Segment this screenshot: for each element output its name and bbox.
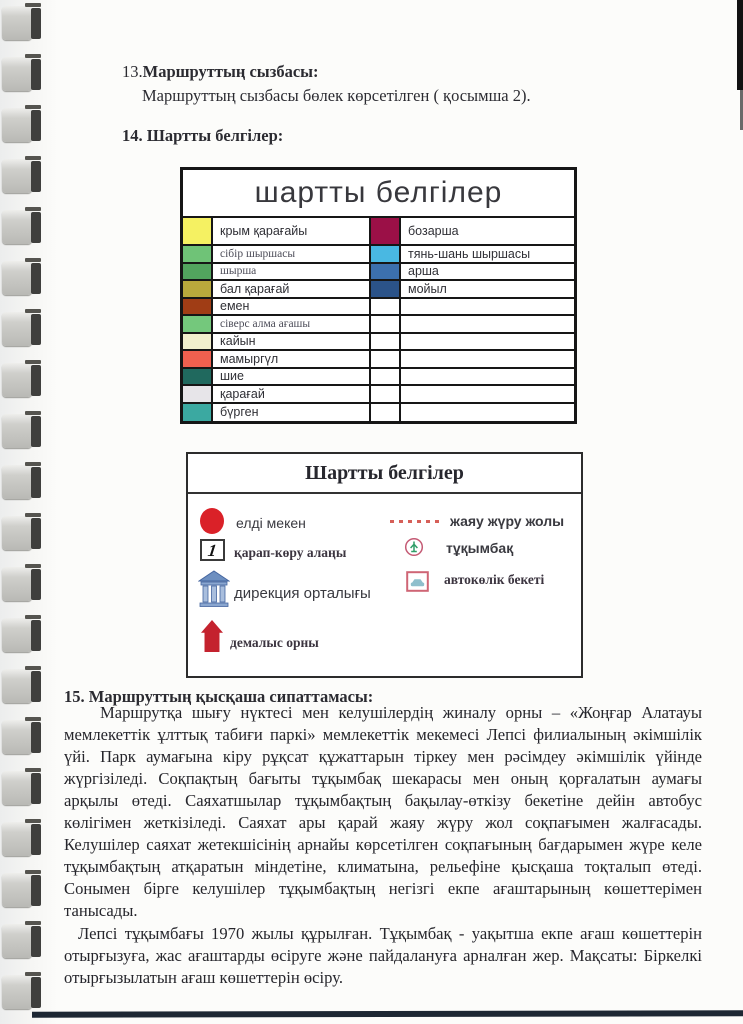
binding-ring: [2, 618, 32, 652]
table-row: [183, 334, 574, 352]
color-swatch: [183, 351, 213, 369]
tree-name: сіверс алма ағашы: [213, 316, 371, 334]
rest-place-house-icon: [201, 620, 223, 652]
color-swatch: [371, 218, 401, 246]
map-legend-title: Шартты белгілер: [188, 454, 581, 494]
color-swatch: [371, 386, 401, 404]
color-swatch: [371, 351, 401, 369]
tree-name: бозарша: [401, 218, 574, 246]
directorate-building-icon: [198, 570, 230, 608]
vehicle-station-icon: [406, 571, 429, 592]
tree-name: [401, 334, 574, 352]
table-row: [183, 264, 574, 282]
color-swatch: [183, 264, 213, 282]
legend-item-vehicle-station: [406, 571, 429, 597]
binding-ring: [2, 771, 32, 805]
table-row: [183, 218, 574, 246]
walking-path-label: жаяу жүру жолы: [450, 513, 565, 529]
binding-ring: [2, 516, 32, 550]
map-legend-table: [186, 452, 583, 678]
color-swatch: [183, 246, 213, 264]
rest-place-label: демалыс орны: [230, 635, 319, 650]
tree-name: [401, 404, 574, 422]
viewing-area-label: қарап-көру алаңы: [234, 545, 347, 560]
tree-name: қарағай: [213, 386, 371, 404]
viewpoint-flag-icon: [200, 539, 225, 561]
binding-ring: [2, 363, 32, 397]
binding-ring: [2, 57, 32, 91]
color-swatch: [183, 334, 213, 352]
color-swatch: [371, 334, 401, 352]
scan-bottom-edge: [32, 1010, 743, 1017]
section-number: 15.: [64, 687, 85, 706]
binding-ring: [2, 312, 32, 346]
table-row: [183, 281, 574, 299]
tree-name: емен: [213, 299, 371, 317]
tree-name: [401, 369, 574, 387]
section-13-body: Маршруттың сызбасы бөлек көрсетілген ( қосымша 2).: [142, 86, 531, 105]
section-title: Маршруттың сызбасы:: [142, 62, 319, 81]
table-row: [183, 369, 574, 387]
tree-name: кайын: [213, 334, 371, 352]
legend-item-settlement: [200, 508, 224, 534]
section-14-heading: [122, 126, 283, 146]
color-swatch: [371, 264, 401, 282]
nursery-label: тұқымбақ: [446, 540, 514, 556]
dashed-path-icon: [390, 520, 440, 523]
tree-name: бал қарағай: [213, 281, 371, 299]
settlement-label: елді мекен: [236, 515, 306, 531]
tree-legend-title: шартты белгілер: [183, 170, 574, 218]
legend-item-directorate: [198, 570, 230, 613]
tree-legend-table: [180, 167, 577, 424]
binding-ring: [2, 873, 32, 907]
binding-ring: [2, 210, 32, 244]
color-swatch: [371, 404, 401, 422]
color-swatch: [371, 246, 401, 264]
binding-ring: [2, 975, 32, 1009]
legend-item-rest-place: [201, 620, 223, 652]
color-swatch: [183, 218, 213, 246]
color-swatch: [183, 316, 213, 334]
table-row: [183, 404, 574, 422]
tree-name: мойыл: [401, 281, 574, 299]
tree-name: [401, 386, 574, 404]
binding-ring: [2, 465, 32, 499]
color-swatch: [183, 281, 213, 299]
tree-name: арша: [401, 264, 574, 282]
tree-name: шие: [213, 369, 371, 387]
tree-name: шырша: [213, 264, 371, 282]
table-row: [183, 316, 574, 334]
binding-ring: [2, 6, 32, 40]
color-swatch: [183, 386, 213, 404]
directorate-label: дирекция орталығы: [234, 585, 371, 602]
binding-ring: [2, 720, 32, 754]
section-15-paragraph-2: Лепсі тұқымбағы 1970 жылы құрылған. Тұқымбақ - уақытша екпе ағаш көшеттерін отырғызуға, жас ағаштарды өсіруге және пайдалануға арналған жер. Мақсаты: Біркелкі отырғызылатын ағаш көшеттерін өсіру.: [64, 924, 702, 987]
table-row: [183, 351, 574, 369]
section-15-paragraph-1: Маршрутқа шығу нүктесі мен келушілердің жиналу орны – «Жоңғар Алатауы мемлекеттік ұлттық табиғи паркі» мемлекеттік мекемесі Лепсі филиалының әкімшілік үйі. Парк аумағына кіру рұқсат құжаттарын тіркеу мен рәсімдеу әкімшілік үйінде жүргізіледі. Соқпақтың бағыты тұқымбақ шекарасы мен оның қорғалатын аумағы арқылы өтеді. Саяхатшылар тұқымбақтың бақылау-өткізу бекетіне дейін автобус көлігімен жеткізіледі. Саяхат ары қарай жаяу жүру жол соқпағымен жалғасады. Келушілер саяхат жетекшісінің арнайы көрсетілген соқпағының бағдарымен жүре келе тұқымбақтың атқаратын міндетіне, климатына, рельефіне қысқаша тоқталып өтеді. Сонымен бірге келушілер тұқымбақтың негізгі екпе ағаштарының көшеттерімен танысады.: [64, 703, 702, 920]
legend-item-walking-path: [390, 520, 440, 523]
section-title: Маршруттың қысқаша сипаттамасы:: [88, 687, 374, 706]
tree-name: бүрген: [213, 404, 371, 422]
comb-binding: [0, 0, 52, 1024]
table-row: [183, 246, 574, 264]
vehicle-station-label: автокөлік бекеті: [444, 572, 545, 587]
binding-ring: [2, 159, 32, 193]
binding-ring: [2, 669, 32, 703]
section-number: 13.: [122, 62, 143, 81]
color-swatch: [183, 404, 213, 422]
legend-item-viewing-area: [200, 539, 225, 561]
binding-ring: [2, 108, 32, 142]
section-number: 14.: [122, 126, 143, 145]
viewpoint-number: 1: [206, 540, 219, 560]
binding-ring: [2, 261, 32, 295]
tree-name: крым қарағайы: [213, 218, 371, 246]
color-swatch: [371, 369, 401, 387]
binding-ring: [2, 414, 32, 448]
table-row: [183, 386, 574, 404]
tree-name: [401, 351, 574, 369]
scan-edge-artifact: [737, 0, 743, 90]
color-swatch: [371, 316, 401, 334]
binding-ring: [2, 567, 32, 601]
tree-name: [401, 299, 574, 317]
color-swatch: [371, 281, 401, 299]
tree-name: мамыргүл: [213, 351, 371, 369]
binding-ring: [2, 822, 32, 856]
tree-name: сібір шыршасы: [213, 246, 371, 264]
table-row: [183, 299, 574, 317]
tree-name: тянь-шань шыршасы: [401, 246, 574, 264]
section-13-heading: [122, 62, 319, 82]
color-swatch: [183, 299, 213, 317]
tree-name: [401, 316, 574, 334]
nursery-seedling-icon: [404, 537, 424, 557]
legend-item-nursery: [404, 537, 424, 562]
binding-ring: [2, 924, 32, 958]
settlement-icon: [200, 508, 224, 534]
section-title: Шартты белгілер:: [146, 126, 284, 145]
color-swatch: [183, 369, 213, 387]
color-swatch: [371, 299, 401, 317]
